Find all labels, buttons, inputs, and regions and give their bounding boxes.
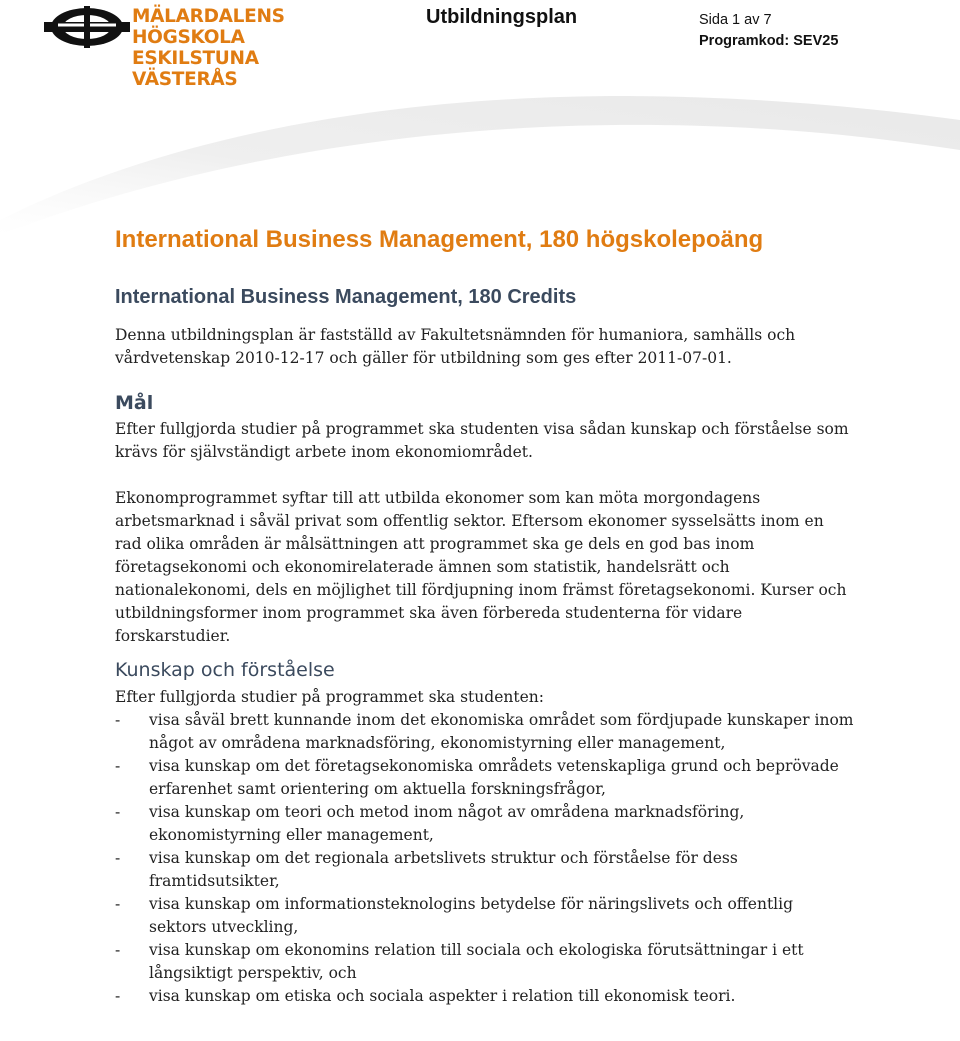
ekonomprogram-paragraph: Ekonomprogrammet syftar till att utbilda ekonomer som kan möta morgondagens arbetsmarknad i såväl privat som offentlig sektor. Eftersom ekonomer sysselsätts inom en rad olika områden är målsättningen att programmet ska ge dels en god bas inom företagsekonomi och ekonomirelaterade ämnen som statistik, handelsrätt och nationalekonomi, dels en möjlighet till fördjupning inom främst företagsekonomi. Kurser och utbildningsformer inom programmet ska även förbereda studenterna för vidare forskarstudier. <box>115 489 847 645</box>
list-item <box>115 847 855 893</box>
dash-bullet: - <box>115 849 121 867</box>
section-heading-mal: Mål <box>115 392 154 414</box>
university-logo <box>44 4 334 90</box>
logo-wordmark <box>132 6 334 90</box>
page-info <box>699 10 838 52</box>
dash-bullet: - <box>115 803 121 821</box>
kunskap-list <box>115 709 855 1008</box>
intro-paragraph: Denna utbildningsplan är fastställd av Fakultetsnämnden för humaniora, samhälls och vårdvetenskap 2010-12-17 och gäller för utbildning som ges efter 2011-07-01. <box>115 326 796 367</box>
dash-bullet: - <box>115 757 121 775</box>
list-item <box>115 801 855 847</box>
page-number: Sida 1 av 7 <box>699 12 772 28</box>
dash-bullet: - <box>115 895 121 913</box>
list-item-text: visa kunskap om det företagsekonomiska områdets vetenskapliga grund och beprövade erfarenhet samt orientering om aktuella forskningsfrågor, <box>149 757 839 798</box>
list-item-text: visa kunskap om informationsteknologins betydelse för näringslivets och offentlig sektors utveckling, <box>149 895 794 936</box>
list-item-text: visa kunskap om etiska och sociala aspekter i relation till ekonomisk teori. <box>149 987 736 1005</box>
list-item <box>115 709 855 755</box>
program-title-english: International Business Management, 180 Credits <box>115 286 577 308</box>
list-item-text: visa kunskap om det regionala arbetslivets struktur och förståelse för dess framtidsutsikter, <box>149 849 738 890</box>
kunskap-intro: Efter fullgjorda studier på programmet ska studenten: <box>115 688 544 706</box>
dash-bullet: - <box>115 987 121 1005</box>
program-title-swedish: International Business Management, 180 högskolepoäng <box>115 226 764 253</box>
list-item <box>115 939 855 985</box>
program-code: Programkod: SEV25 <box>699 33 839 49</box>
section-heading-kunskap: Kunskap och förståelse <box>115 659 335 681</box>
list-item <box>115 985 855 1008</box>
list-item-text: visa kunskap om ekonomins relation till sociala och ekologiska förutsättningar i ett långsiktigt perspektiv, och <box>149 941 804 982</box>
list-item-text: visa såväl brett kunnande inom det ekonomiska området som fördjupade kunskaper inom något av områdena marknadsföring, ekonomistyrning eller management, <box>149 711 854 752</box>
logo-line-1: MÄLARDALENS HÖGSKOLA <box>132 6 285 48</box>
list-item-text: visa kunskap om teori och metod inom något av områdena marknadsföring, ekonomistyrning eller management, <box>149 803 745 844</box>
logo-line-2: ESKILSTUNA VÄSTERÅS <box>132 48 259 90</box>
dash-bullet: - <box>115 711 121 729</box>
mal-paragraph: Efter fullgjorda studier på programmet ska studenten visa sådan kunskap och förståelse som krävs för självständigt arbete inom ekonomiområdet. <box>115 420 849 461</box>
dash-bullet: - <box>115 941 121 959</box>
document-type-title: Utbildningsplan <box>426 6 578 28</box>
list-item <box>115 893 855 939</box>
mdh-logo-mark-icon <box>44 4 130 50</box>
list-item <box>115 755 855 801</box>
document-body <box>115 225 855 1008</box>
page-header <box>0 0 960 90</box>
